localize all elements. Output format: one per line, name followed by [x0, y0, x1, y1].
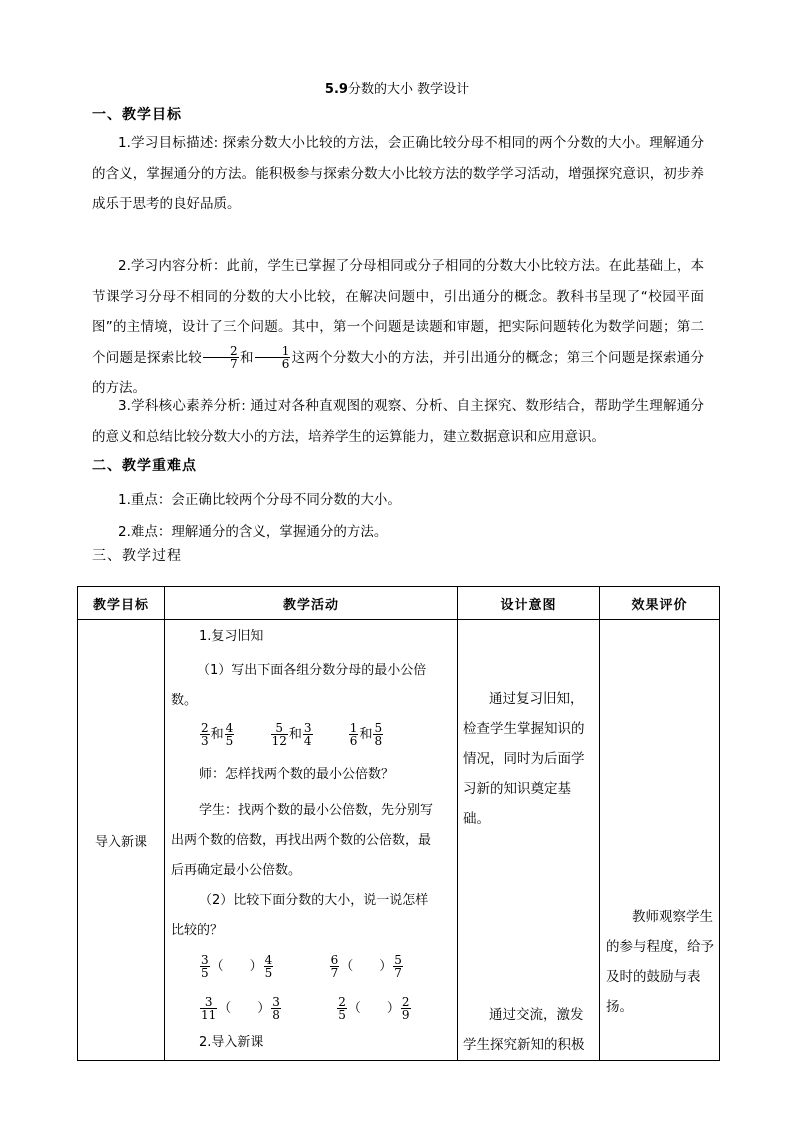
teaching-process-table — [77, 586, 720, 1061]
fraction-group-row — [199, 722, 384, 747]
teacher-question: 师：怎样找两个数的最小公倍数？ — [199, 767, 395, 782]
section-heading-objectives: 一、教学目标 — [92, 107, 182, 123]
effect-evaluation-cell — [600, 620, 720, 1061]
and-text: 和 — [359, 727, 373, 742]
fraction: $\frac{5}{12}$ — [271, 721, 287, 748]
title-number: 5.9 — [324, 82, 348, 97]
header-teaching-goal: 教学目标 — [78, 587, 165, 620]
activity-lead-in: 2.导入新课 — [199, 1035, 264, 1050]
header-teaching-activity: 教学活动 — [165, 587, 458, 620]
intent-review: 通过复习旧知，检查学生掌握知识的情况，同时为后面学习新的知识奠定基础。 — [463, 691, 585, 827]
content-analysis-and: 和 — [239, 349, 254, 366]
header-design-intent: 设计意图 — [458, 587, 600, 620]
fraction: $\frac{5}{8}$ — [374, 721, 383, 748]
table-row — [78, 620, 720, 1061]
activity-q1: （1）写出下面各组分数分母的最小公倍 — [197, 663, 427, 678]
activity-cell — [165, 620, 458, 1061]
fraction-1-6: $\frac{1}{6}$ — [255, 345, 291, 370]
document-title — [0, 78, 794, 97]
key-point-line: 1.重点：会正确比较两个分母不同分数的大小。 — [118, 492, 401, 508]
compare-row-2 — [199, 996, 412, 1021]
blank-paren: （ ） — [218, 1001, 271, 1016]
fraction: $\frac{3}{4}$ — [303, 721, 312, 748]
activity-q2-end: 比较的？ — [171, 923, 224, 938]
fraction: $\frac{4}{5}$ — [264, 953, 273, 980]
blank-paren: （ ） — [210, 959, 263, 974]
fraction: $\frac{4}{5}$ — [225, 721, 234, 748]
activity-q1-end: 数。 — [171, 693, 198, 708]
blank-paren: （ ） — [340, 959, 393, 974]
section-heading-key-points: 二、教学重难点 — [92, 458, 197, 474]
fraction: $\frac{1}{6}$ — [349, 721, 358, 748]
fraction: $\frac{3}{11}$ — [201, 995, 217, 1022]
fraction: $\frac{3}{5}$ — [201, 953, 209, 980]
intent-communication: 通过交流，激发学生探究新知的积极 — [463, 1007, 585, 1053]
fraction: $\frac{6}{7}$ — [330, 953, 339, 980]
content-analysis-text-a: 2.学习内容分析：此前，学生已掌握了分母相同或分子相同的分数大小比较方法。在此基础上，本节课学习分母不相同的分数的大小比较，在解决问题中，引出通分的概念。教科书呈现了“校园平面图”的主情境，设计了三个问题。其中，第一个问题是读题和审题，把实际问题转化为数学问题；第二个问题是探索比较 — [92, 258, 704, 366]
activity-review: 1.复习旧知 — [199, 629, 264, 644]
and-text: 和 — [210, 727, 224, 742]
design-intent-cell — [458, 620, 600, 1061]
title-text: 分数的大小 教学设计 — [347, 82, 470, 97]
student-answer-3: 后再确定最小公倍数。 — [171, 863, 302, 878]
paragraph-core-literacy: 3.学科核心素养分析: 通过对各种直观图的观察、分析、自主探究、数形结合，帮助学生理解通分的意义和总结比较分数大小的方法，培养学生的运算能力，建立数据意识和应用意识。 — [92, 398, 704, 445]
and-text: 和 — [288, 727, 302, 742]
activity-q2: （2）比较下面分数的大小，说一说怎样 — [199, 893, 429, 908]
header-effect-evaluation: 效果评价 — [600, 587, 720, 620]
fraction-2-7: $\frac{2}{7}$ — [203, 345, 239, 370]
section-heading-process: 三、教学过程 — [92, 548, 182, 564]
content-analysis-text-b: 这两个分数大小的方法，并引出通分的概念；第三个问题是探索通分的方法。 — [92, 349, 705, 396]
student-answer-1: 学生：找两个数的最小公倍数，先分别写 — [199, 803, 434, 818]
fraction: $\frac{5}{7}$ — [394, 953, 402, 980]
lead-in-cell: 导入新课 — [78, 620, 165, 1061]
compare-row-1 — [199, 954, 404, 979]
fraction: $\frac{2}{3}$ — [201, 721, 209, 748]
fraction: $\frac{2}{9}$ — [401, 995, 410, 1022]
fraction: $\frac{2}{5}$ — [338, 995, 346, 1022]
paragraph-content-analysis — [92, 251, 704, 404]
paragraph-objective-description: 1.学习目标描述: 探索分数大小比较的方法，会正确比较分母不相同的两个分数的大小。理解通分的含义，掌握通分的方法。能积极参与探索分数大小比较方法的数学学习活动，增强探究意识，初步养成乐于思考的良好品质。 — [92, 135, 704, 212]
table-header-row — [78, 587, 720, 620]
difficulty-line: 2.难点：理解通分的含义，掌握通分的方法。 — [118, 524, 388, 540]
student-answer-2: 出两个数的倍数，再找出两个数的公倍数，最 — [171, 833, 432, 848]
effect-text: 教师观察学生的参与程度，给予及时的鼓励与表扬。 — [606, 909, 714, 1015]
blank-paren: （ ） — [347, 1001, 400, 1016]
fraction: $\frac{3}{8}$ — [272, 995, 280, 1022]
